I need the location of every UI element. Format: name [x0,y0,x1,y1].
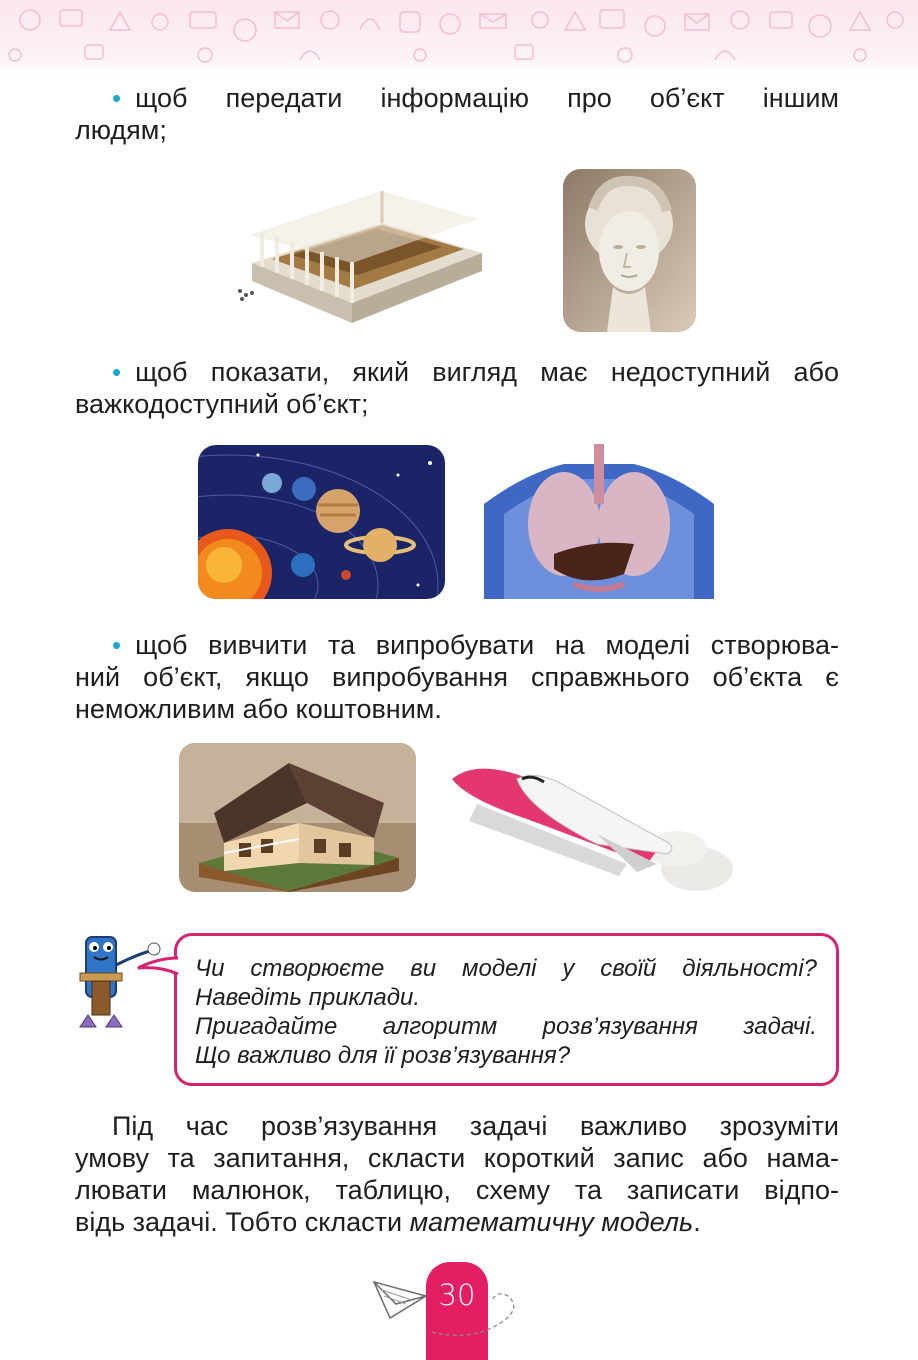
solar-system-image [198,445,445,599]
page-number: 30 [438,1278,476,1312]
paragraph-line: лювати малюнок, таблицю, схему та записати відпо- [75,1175,839,1205]
bullet-marker: • [112,83,122,113]
temple-model-image [232,163,494,335]
bullet-text-line: людям; [75,115,167,145]
emphasized-term: математичну модель [409,1207,694,1237]
page-number-area [372,1262,532,1360]
bullet-text-line: ний об’єкт, якщо випробування справжнього об’єкта є [75,662,839,692]
statue-head-image [563,169,696,332]
bullet-text-line: неможливим або коштовним. [75,694,442,724]
callout-question-line: Наведіть приклади. [195,984,421,1011]
bullet-text-line: щоб передати інформацію про об’єкт іншим [135,83,839,113]
dashed-flight-path [422,1282,532,1342]
main-paragraph [75,1110,839,1238]
bullet-marker: • [112,357,122,387]
bullet-item-2 [75,356,839,420]
callout-question-line: Чи створюєте ви моделі у своїй діяльності? [195,955,817,982]
paragraph-line-end: . [693,1207,701,1237]
bullet-text-line: важкодоступний об’єкт; [75,389,369,419]
paragraph-line: відь задачі. Тобто скласти [75,1207,410,1237]
paragraph-line: Під час розв’язування задачі важливо зрозуміти [112,1111,839,1141]
paragraph-line: умову та запитання, скласти короткий запис або нама- [75,1143,839,1173]
question-callout-box [174,933,839,1086]
header-doodle-pattern [0,0,918,78]
anatomy-lungs-image [484,444,714,599]
bullet-text-line: щоб вивчити та випробувати на моделі створюва- [135,630,839,660]
space-shuttle-image [447,749,733,894]
bullet-marker: • [112,630,122,660]
bullet-item-3 [75,629,839,725]
house-model-image [179,743,416,892]
bullet-text-line: щоб показати, який вигляд має недоступний або [135,357,839,387]
callout-pointer [132,950,180,980]
callout-question-line: Пригадайте алгоритм розв’язування задачі. [195,1013,817,1040]
bullet-item-1 [75,82,839,146]
pencil-mascot-character [68,933,174,1038]
callout-question-line: Що важливо для її розв’язування? [195,1042,571,1069]
